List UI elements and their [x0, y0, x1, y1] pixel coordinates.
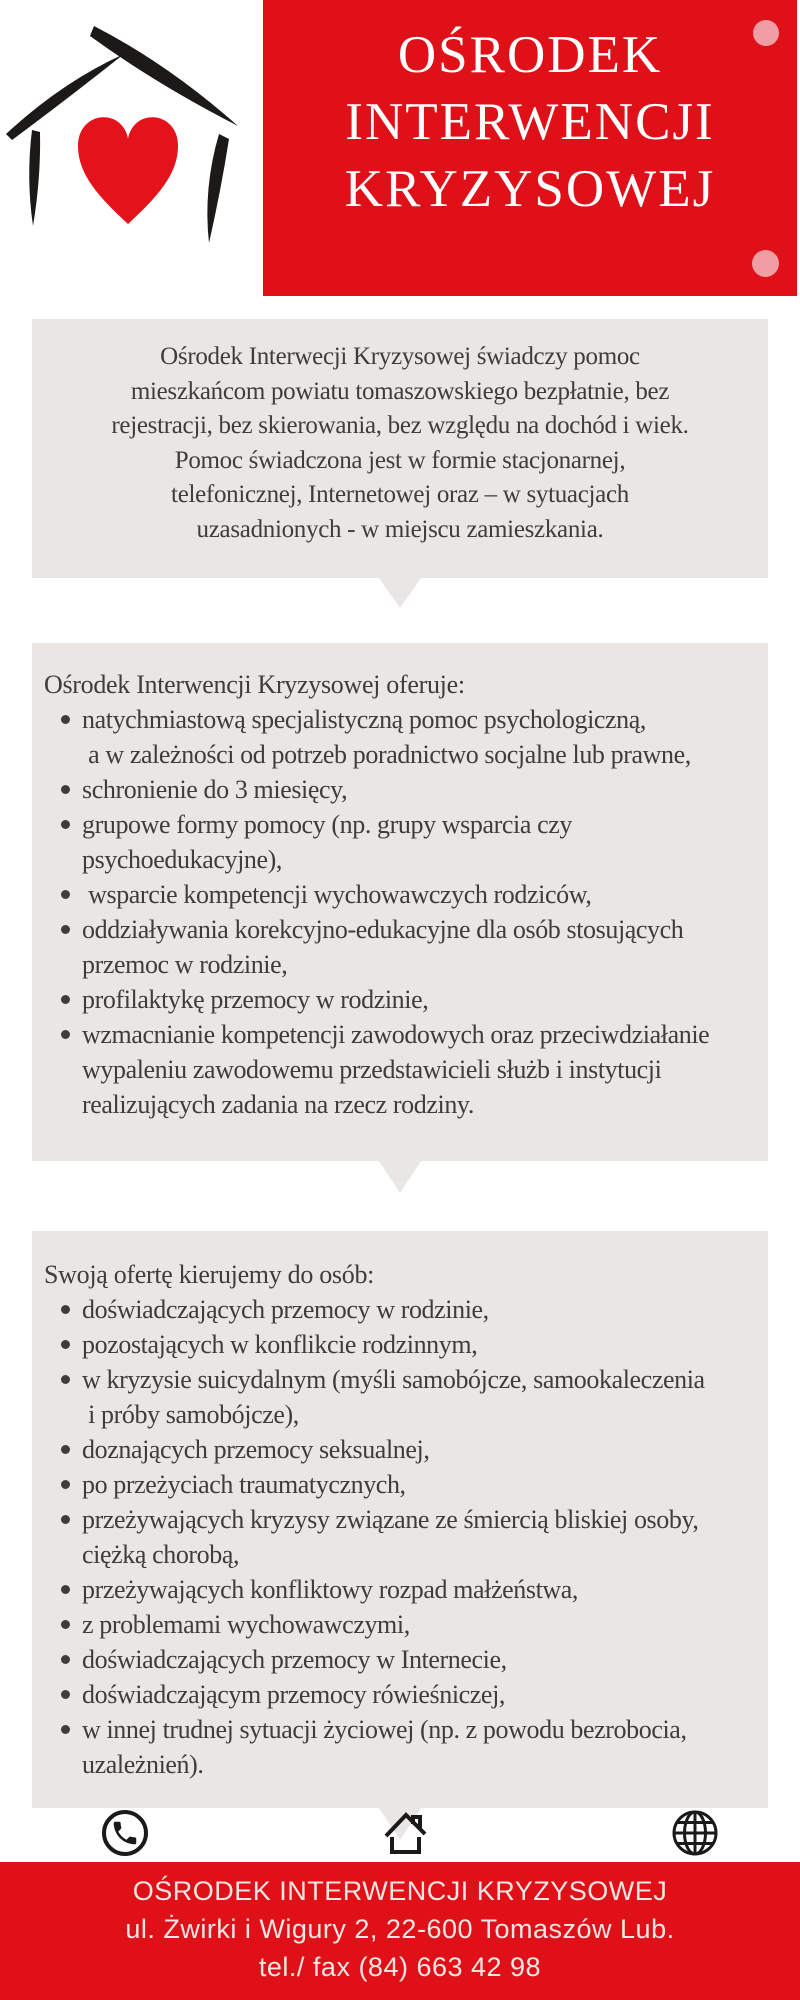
offer-list [32, 702, 768, 1122]
intro-line: mieszkańcom powiatu tomaszowskiego bezpłatnie, bez [130, 377, 670, 405]
decorative-dot-bottom [752, 250, 779, 277]
bullet-icon [61, 1030, 70, 1039]
list-item: doświadczającym przemocy rówieśniczej, [32, 1677, 768, 1712]
bullet-icon [61, 1375, 70, 1384]
page-title [263, 22, 797, 223]
list-item: natychmiastową specjalistyczną pomoc psychologiczną, a w zależności od potrzeb poradnictwo socjalne lub prawne, [32, 702, 768, 772]
title-line-2: INTERWENCJI [345, 93, 715, 151]
audience-list [32, 1292, 768, 1782]
header-banner [263, 0, 797, 296]
list-item: oddziaływania korekcyjno-edukacyjne dla osób stosujących przemoc w rodzinie, [32, 912, 768, 982]
list-item: doświadczających przemocy w Internecie, [32, 1642, 768, 1677]
intro-line: Ośrodek Interwecji Kryzysowej świadczy pomoc [160, 343, 640, 370]
phone-icon [101, 1809, 149, 1857]
bullet-icon [61, 925, 70, 934]
intro-line: rejestracji, bez skierowania, bez względu na dochód i wiek. [111, 412, 689, 439]
list-item: doznających przemocy seksualnej, [32, 1432, 768, 1467]
bullet-icon [61, 1690, 70, 1699]
list-item: wsparcie kompetencji wychowawczych rodziców, [32, 877, 768, 912]
bullet-icon [61, 1305, 70, 1314]
bullet-icon [61, 995, 70, 1004]
bullet-icon [61, 1340, 70, 1349]
audience-panel [32, 1231, 768, 1808]
speech-pointer [379, 578, 421, 608]
list-item: po przeżyciach traumatycznych, [32, 1467, 768, 1502]
bullet-icon [61, 1515, 70, 1524]
bullet-icon [61, 1480, 70, 1489]
globe-icon [671, 1809, 719, 1857]
bullet-icon [61, 820, 70, 829]
list-item: przeżywających konfliktowy rozpad małżeństwa, [32, 1572, 768, 1607]
bullet-icon [61, 1445, 70, 1454]
intro-line: Pomoc świadczona jest w formie stacjonarnej, [174, 446, 626, 474]
intro-line: uzasadnionych - w miejscu zamieszkania. [196, 515, 604, 543]
list-item: w kryzysie suicydalnym (myśli samobójcze, samookaleczenia i próby samobójcze), [32, 1362, 768, 1432]
list-item: doświadczających przemocy w rodzinie, [32, 1292, 768, 1327]
footer [0, 1862, 800, 2000]
list-item: schronienie do 3 miesięcy, [32, 772, 768, 807]
list-item: z problemami wychowawczymi, [32, 1607, 768, 1642]
intro-panel [32, 319, 768, 578]
list-item: grupowe formy pomocy (np. grupy wsparcia czy psychoedukacyjne), [32, 807, 768, 877]
list-item: w innej trudnej sytuacji życiowej (np. z powodu bezrobocia, uzależnień). [32, 1712, 768, 1782]
speech-pointer [379, 1161, 421, 1193]
home-icon [382, 1809, 430, 1857]
bullet-icon [61, 1585, 70, 1594]
intro-line: telefonicznej, Internetowej oraz – w sytuacjach [171, 481, 629, 508]
footer-org-name: OŚRODEK INTERWENCJI KRYZYSOWEJ [132, 1876, 668, 1906]
bullet-icon [61, 1655, 70, 1664]
offer-heading: Ośrodek Interwencji Kryzysowej oferuje: [44, 670, 465, 699]
decorative-dot-top [753, 20, 779, 46]
footer-address: ul. Żwirki i Wigury 2, 22-600 Tomaszów Lub. [125, 1914, 675, 1944]
title-line-3: KRYZYSOWEJ [344, 160, 716, 218]
footer-phone: tel./ fax (84) 663 42 98 [258, 1952, 542, 1982]
list-item: pozostających w konflikcie rodzinnym, [32, 1327, 768, 1362]
bullet-icon [61, 715, 70, 724]
title-line-1: OŚRODEK [397, 26, 663, 84]
list-item: profilaktykę przemocy w rodzinie, [32, 982, 768, 1017]
list-item: wzmacnianie kompetencji zawodowych oraz przeciwdziałanie wypaleniu zawodowemu przedstawicieli służb i instytucji realizujących zadania na rzecz rodziny. [32, 1017, 768, 1122]
list-item: przeżywających kryzysy związane ze śmiercią bliskiej osoby, ciężką chorobą, [32, 1502, 768, 1572]
bullet-icon [61, 785, 70, 794]
bullet-icon [61, 1725, 70, 1734]
bullet-icon [61, 1620, 70, 1629]
audience-heading: Swoją ofertę kierujemy do osób: [44, 1260, 375, 1289]
bullet-icon [61, 890, 70, 899]
house-heart-logo-icon [0, 6, 250, 296]
offer-panel [32, 643, 768, 1161]
